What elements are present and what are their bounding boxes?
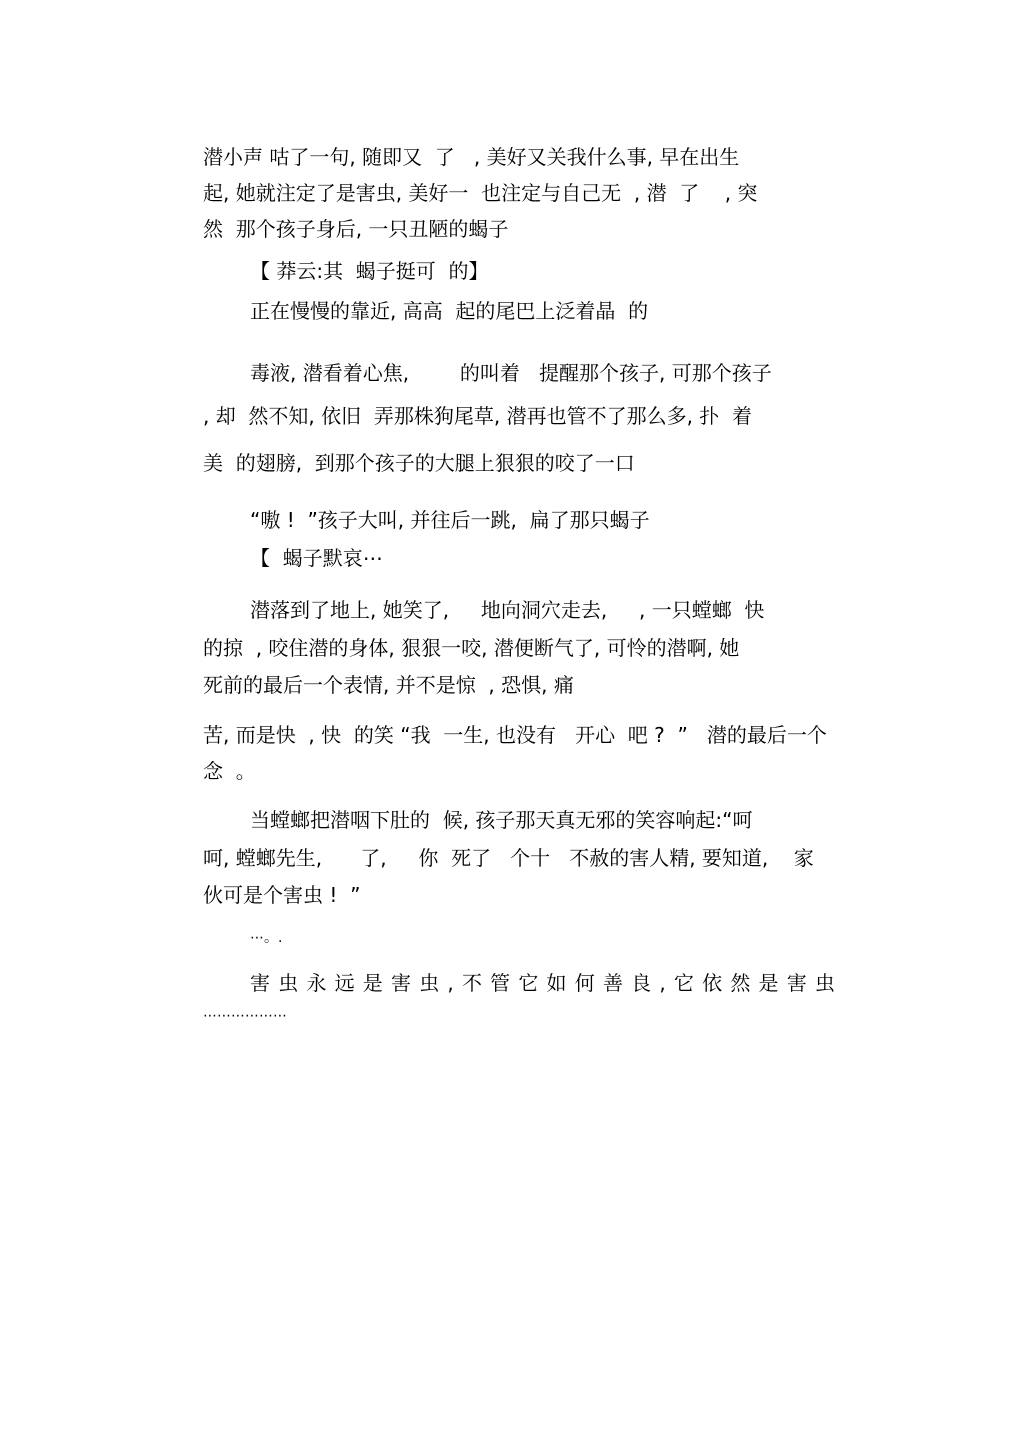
text-line-7: , 却 然不知, 依旧 弄那株狗尾草, 潜再也管不了那么多, 扑 着 [203,404,753,428]
text-line-17: 呵, 螳螂先生, 了, 你 死了 个十 不赦的害人精, 要知道, 家 [203,846,814,870]
text-line-20: 害虫永远是害虫,不管它如何善良,它依然是害虫 [250,971,844,995]
text-line-12: 的掠 , 咬住潜的身体, 狠狠一咬, 潜便断气了, 可怜的潜啊, 她 [203,636,740,660]
text-line-14: 苦, 而是快 , 快 的笑 “我 一生, 也没有 开心 吧 ? ” 潜的最后一个 [203,723,827,747]
text-line-1: 潜小声 咕了一句, 随即又 了 , 美好又关我什么事, 早在出生 [203,145,740,169]
text-line-16: 当螳螂把潜咽下肚的 候, 孩子那天真无邪的笑容响起:“呵 [250,808,753,832]
text-line-11: 潜落到了地上, 她笑了, 地向洞穴走去, , 一只螳螂 快 [250,598,765,622]
text-line-4: 【 莽云:其 蝎子挺可 的】 [250,259,489,283]
text-line-6: 毒液, 潜看着心焦, 的叫着 提醒那个孩子, 可那个孩子 [250,361,772,385]
text-line-18: 伙可是个害虫 ! ” [203,883,361,907]
text-line-13: 死前的最后一个表情, 并不是惊 , 恐惧, 痛 [203,673,574,697]
text-line-3: 然 那个孩子身后, 一只丑陋的蝎子 [203,217,509,241]
text-line-15: 念 。 [203,759,256,783]
text-line-8: 美 的翅膀, 到那个孩子的大腿上狠狠的咬了一口 [203,451,635,475]
text-line-9: “嗷 ! ”孩子大叫, 并往后一跳, 扁了那只蝎子 [250,508,650,532]
text-line-5: 正在慢慢的靠近, 高高 起的尾巴上泛着晶 的 [250,299,649,323]
text-line-19: ⋯。. [250,930,283,946]
text-line-21: ⋯⋯⋯⋯⋯⋯ [203,1008,287,1024]
text-line-10: 【 蝎子默哀⋯ [250,546,383,570]
text-line-2: 起, 她就注定了是害虫, 美好一 也注定与自己无 , 潜 了 , 突 [203,181,758,205]
